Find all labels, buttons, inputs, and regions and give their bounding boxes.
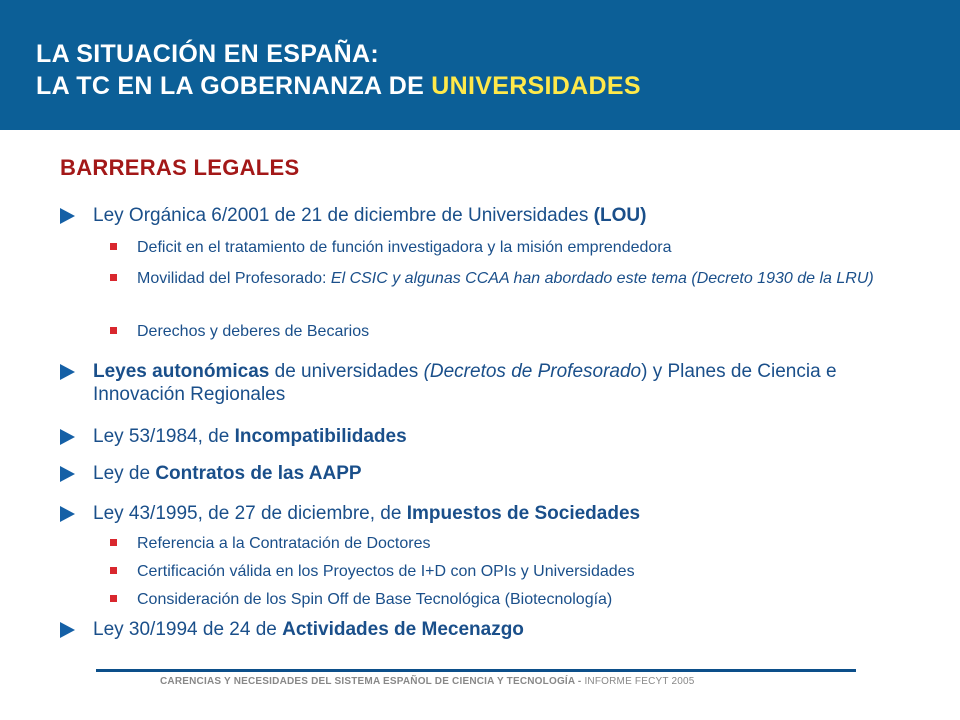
derechos-text: Derechos y deberes de Becarios (137, 323, 370, 340)
autonomicas-text1: de universidades (269, 361, 424, 382)
arrow-bullet-icon (60, 506, 75, 522)
incompat-bold: Incompatibilidades (234, 426, 407, 447)
contratos-bold: Contratos de las AAPP (155, 463, 362, 484)
square-bullet-icon (110, 243, 117, 250)
section-title: BARRERAS LEGALES (60, 155, 300, 180)
spinoff-text: Consideración de los Spin Off de Base Tecnológica (Biotecnología) (137, 591, 613, 608)
lou-text: Ley Orgánica 6/2001 de 21 de diciembre de Universidades (93, 205, 594, 226)
contratos-text: Ley de (93, 463, 156, 484)
header-banner (0, 0, 960, 130)
impuestos-text: Ley 43/1995, de 27 de diciembre, de (93, 503, 407, 524)
square-bullet-icon (110, 539, 117, 546)
arrow-bullet-icon (60, 208, 75, 224)
square-bullet-icon (110, 567, 117, 574)
autonomicas-bold: Leyes autonómicas (93, 361, 270, 382)
mecenazgo-bold: Actividades de Mecenazgo (282, 619, 524, 640)
footer-main: CARENCIAS Y NECESIDADES DEL SISTEMA ESPAÑOL DE CIENCIA Y TECNOLOGÍA - (160, 676, 585, 687)
impuestos-bold: Impuestos de Sociedades (406, 503, 641, 524)
autonomicas-italic: (Decretos de Profesorado (423, 361, 642, 382)
certificacion-text: Certificación válida en los Proyectos de I+D con OPIs y Universidades (137, 563, 635, 580)
arrow-bullet-icon (60, 364, 75, 380)
footer-sub: INFORME FECYT 2005 (584, 676, 695, 687)
square-bullet-icon (110, 595, 117, 602)
title-line-1: LA SITUACIÓN EN ESPAÑA: (36, 40, 380, 68)
arrow-bullet-icon (60, 622, 75, 638)
slide-title (36, 38, 641, 102)
autonomicas-text2: ) y Planes de Ciencia e Innovación Regionales (93, 361, 837, 405)
title-line-2 (36, 70, 641, 102)
incompat-text: Ley 53/1984, de (93, 426, 235, 447)
movilidad-italic: El CSIC y algunas CCAA han abordado este tema (Decreto 1930 de la LRU) (330, 270, 874, 287)
referencia-text: Referencia a la Contratación de Doctores (137, 535, 431, 552)
title-line-2-prefix: LA TC EN LA GOBERNANZA DE (36, 72, 432, 100)
square-bullet-icon (110, 327, 117, 334)
mecenazgo-text: Ley 30/1994 de 24 de (93, 619, 283, 640)
title-highlight: UNIVERSIDADES (431, 72, 641, 100)
lou-bold: (LOU) (593, 205, 647, 226)
arrow-bullet-icon (60, 466, 75, 482)
square-bullet-icon (110, 274, 117, 281)
deficit-text: Deficit en el tratamiento de función investigadora y la misión emprendedora (137, 239, 672, 256)
arrow-bullet-icon (60, 429, 75, 445)
footer-divider (96, 669, 856, 672)
footer (160, 676, 840, 687)
movilidad-prefix: Movilidad del Profesorado: (137, 270, 331, 287)
